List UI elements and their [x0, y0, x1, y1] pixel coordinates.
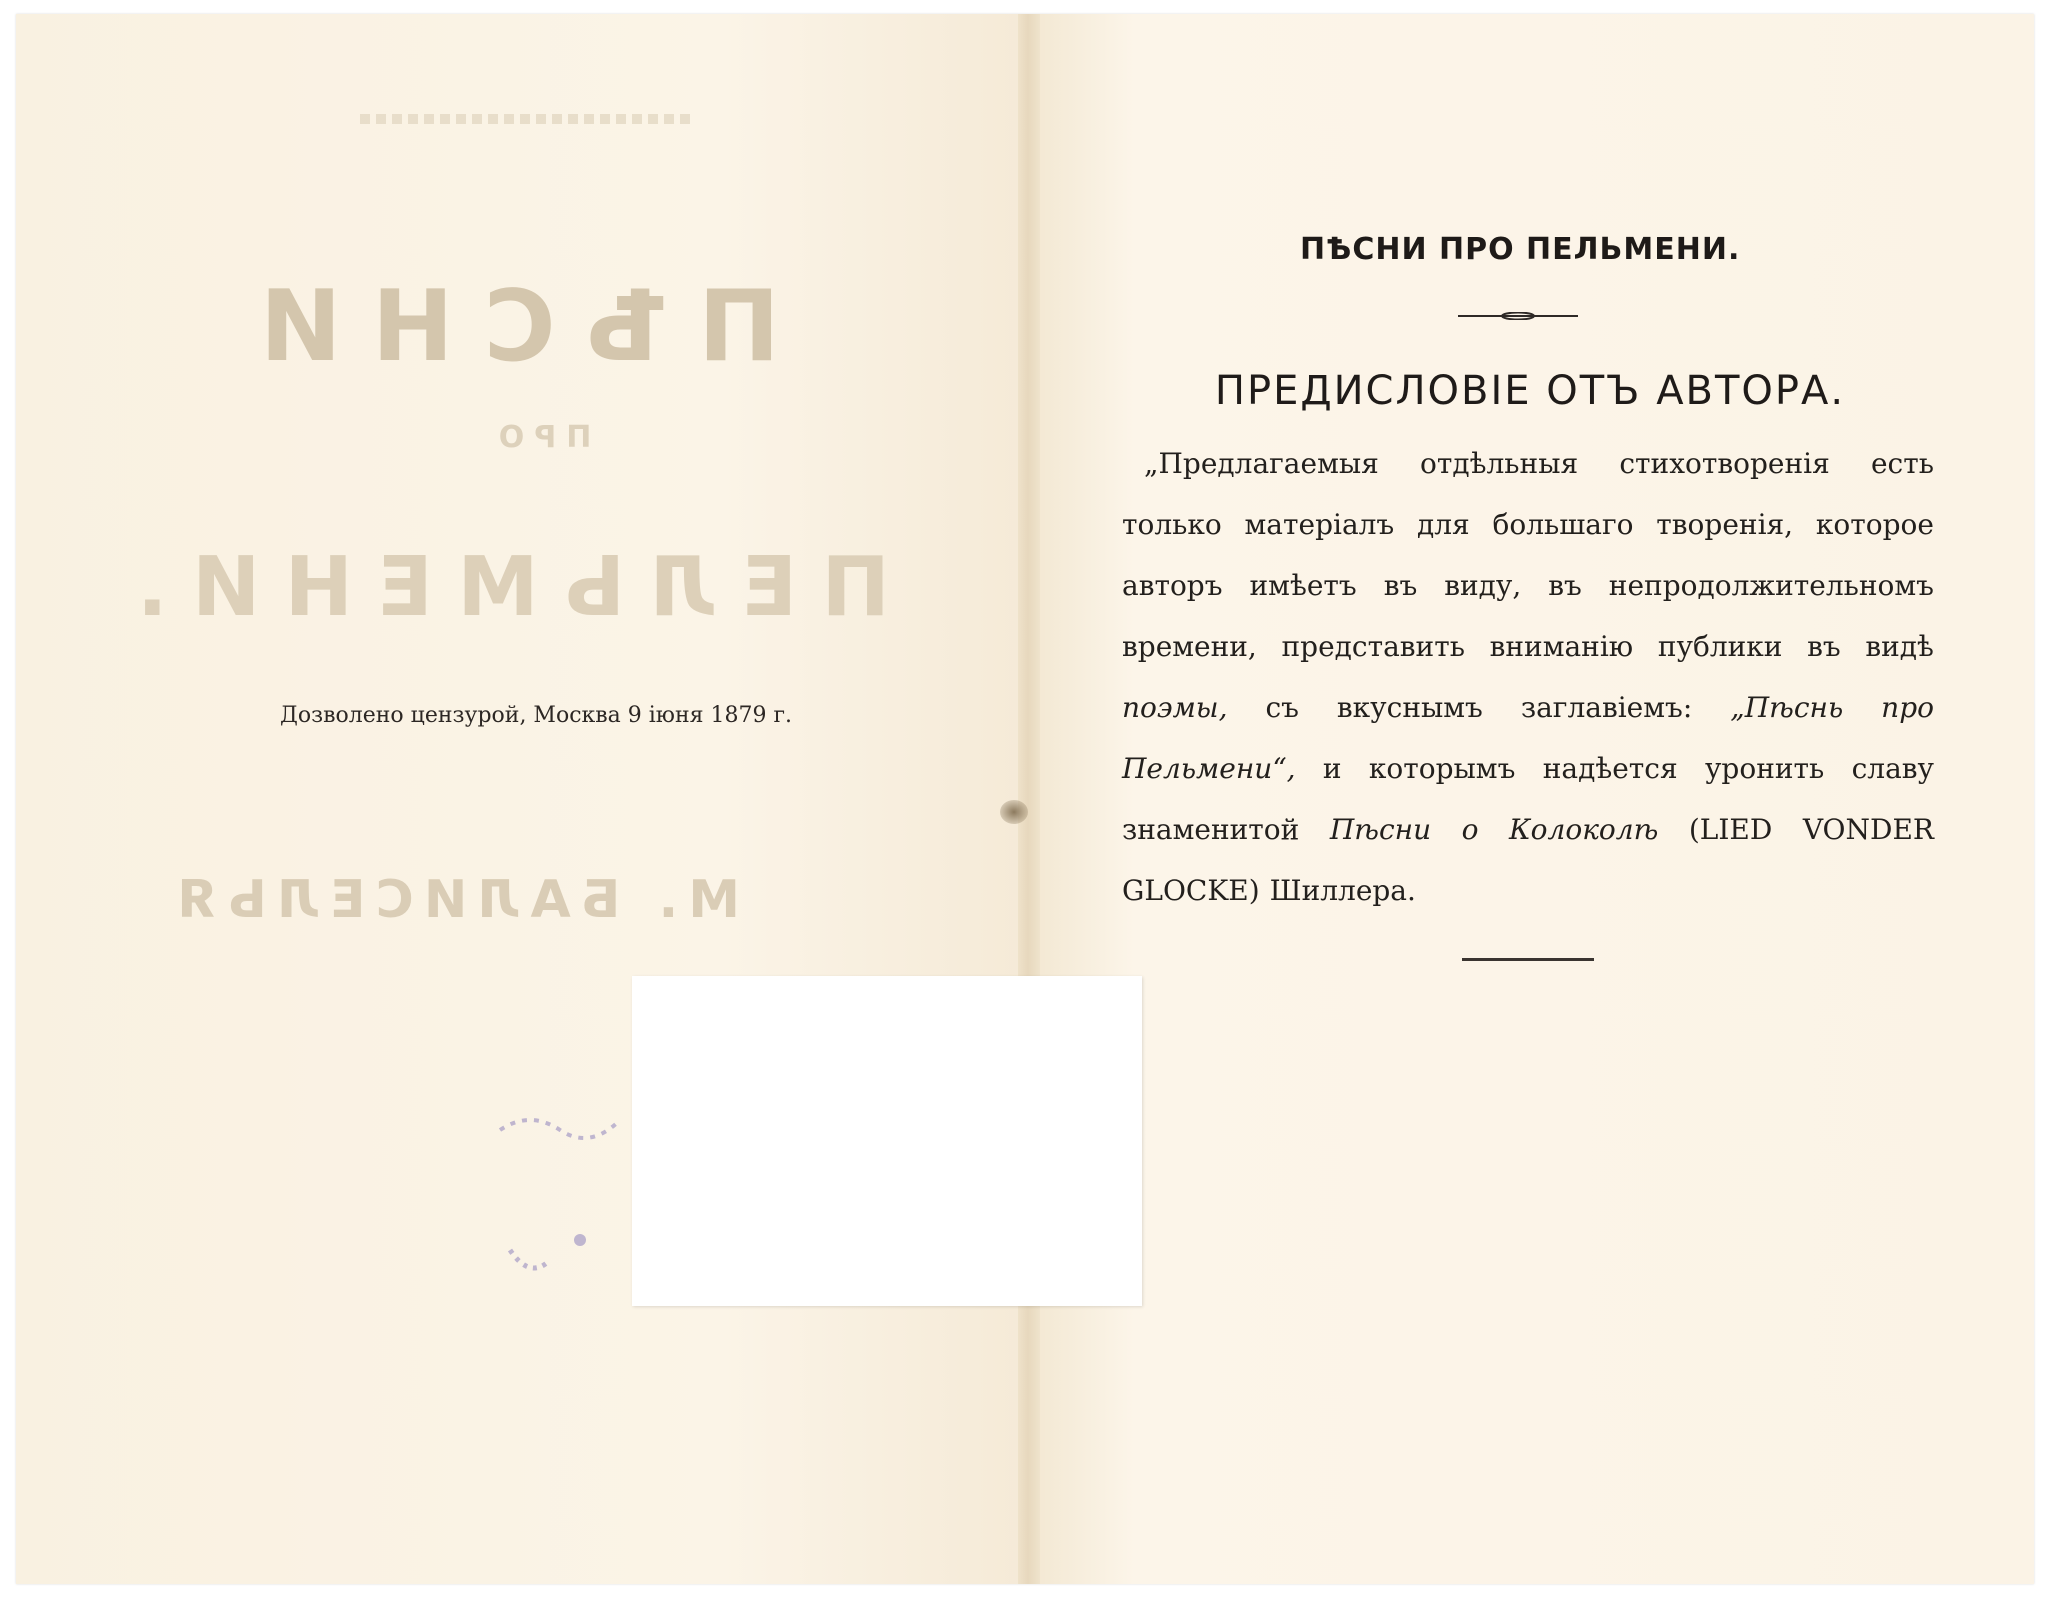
word-italic: Пельмени“,: [1122, 752, 1296, 785]
word: времени,: [1122, 630, 1257, 663]
word: съ: [1265, 691, 1299, 724]
word: вкуснымъ: [1336, 691, 1483, 724]
word-italic: про: [1881, 691, 1934, 724]
word-italic: „Пѣснь: [1730, 691, 1844, 724]
word: VONDER: [1802, 813, 1934, 846]
word: вниманію: [1489, 630, 1634, 663]
word: авторъ: [1122, 569, 1223, 602]
word: непродолжительномъ: [1608, 569, 1934, 602]
word: отдѣльныя: [1420, 447, 1579, 480]
word: GLOCKE): [1122, 874, 1260, 907]
word: въ: [1807, 630, 1841, 663]
word: (LIED: [1688, 813, 1773, 846]
word: публики: [1657, 630, 1783, 663]
word: уронить: [1704, 752, 1825, 785]
preface-line-1: [1122, 447, 1934, 491]
word: которымъ: [1368, 752, 1516, 785]
show-through-pelmeni: ПЕЛЬМЕНИ.: [112, 540, 890, 635]
word: матеріалъ: [1244, 508, 1395, 541]
word: представить: [1281, 630, 1465, 663]
word-italic: Колоколѣ: [1509, 813, 1659, 846]
word: виду,: [1444, 569, 1522, 602]
word: только: [1122, 508, 1222, 541]
word: которое: [1815, 508, 1934, 541]
word: Шиллера.: [1269, 874, 1416, 907]
word: знаменитой: [1122, 813, 1300, 846]
book-gutter: [1018, 14, 1040, 1584]
left-page: [16, 14, 1026, 1584]
word: имѣетъ: [1249, 569, 1357, 602]
word: въ: [1548, 569, 1582, 602]
preface-line-5: [1122, 691, 1934, 735]
preface-line-4: [1122, 630, 1934, 674]
word-italic: поэмы,: [1122, 691, 1228, 724]
preface-line-6: [1122, 752, 1934, 796]
word: видѣ: [1865, 630, 1934, 663]
closing-rule: [1462, 958, 1594, 961]
show-through-author: М. БАЛИСЕЛЬЯ: [167, 870, 740, 930]
word: славу: [1851, 752, 1934, 785]
word: стихотворенія: [1619, 447, 1830, 480]
show-through-pro: ПРО: [488, 420, 592, 455]
word: заглавіемъ:: [1520, 691, 1693, 724]
preface-line-7: [1122, 813, 1934, 857]
word: и: [1322, 752, 1342, 785]
word: большаго: [1492, 508, 1634, 541]
show-through-title: ПѢСНИ: [229, 270, 780, 384]
preface-line-2: [1122, 508, 1934, 552]
ornament-divider: [1458, 312, 1578, 320]
gutter-smudge: [1000, 800, 1028, 824]
paper-slip: [632, 976, 1142, 1306]
show-through-header-line: [360, 114, 690, 124]
censorship-note: Дозволено цензурой, Москва 9 іюня 1879 г.: [280, 703, 792, 728]
word: надѣется: [1542, 752, 1678, 785]
word-italic: о: [1461, 813, 1479, 846]
word: „Предлагаемыя: [1144, 447, 1379, 480]
preface-line-8: [1122, 874, 1934, 918]
word: есть: [1870, 447, 1934, 480]
word-italic: Пѣсни: [1329, 813, 1432, 846]
word: для: [1417, 508, 1470, 541]
running-head: ПѢСНИ ПРО ПЕЛЬМЕНИ.: [1300, 232, 1741, 267]
library-stamp-trace: [480, 1100, 640, 1320]
preface-title: ПРЕДИСЛОВІЕ ОТЪ АВТОРА.: [1214, 368, 1846, 414]
preface-line-3: [1122, 569, 1934, 613]
word: въ: [1383, 569, 1418, 602]
word: творенія,: [1656, 508, 1794, 541]
